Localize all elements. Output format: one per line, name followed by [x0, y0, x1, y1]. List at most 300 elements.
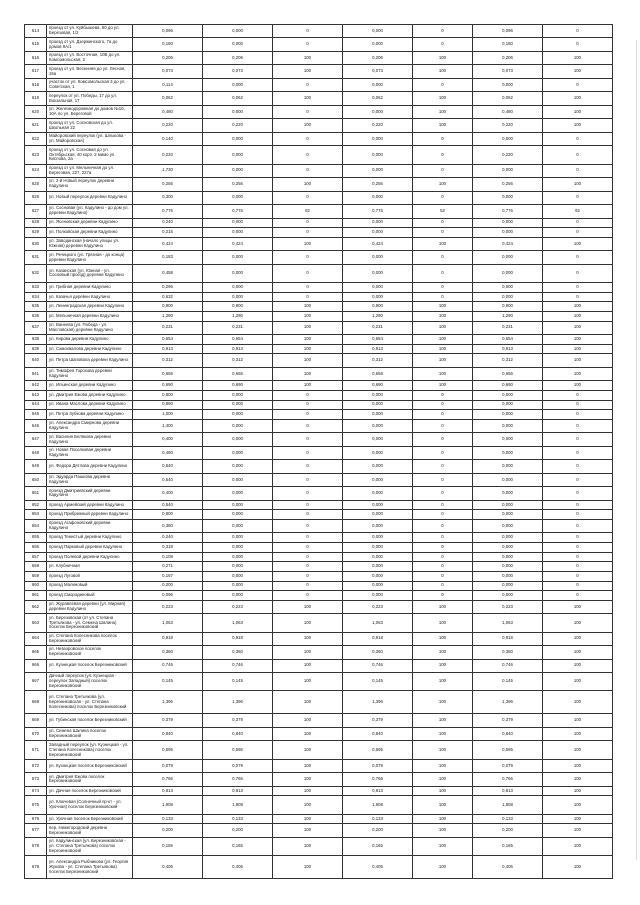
value-cell: 0,840 — [203, 727, 273, 740]
value-cell: 0,424 — [203, 237, 273, 250]
value-cell: 100 — [543, 65, 613, 78]
road-name: ул. Полковская деревни Кадулино — [47, 228, 133, 238]
value-cell: 0,379 — [133, 714, 203, 727]
value-cell: 0 — [413, 400, 473, 410]
value-cell: 0 — [273, 164, 343, 177]
value-cell: 0,256 — [133, 178, 203, 191]
value-cell: 100 — [543, 614, 613, 632]
road-name: ул. Журавлевая деревни (ул. Мирная) деревни Кадулино — [47, 600, 133, 613]
value-cell: 0,540 — [133, 500, 203, 510]
value-cell: 0,360 — [343, 646, 413, 659]
road-name: проезд от ул. Куйбышева, 60 до ул. Березовая, 1/2 — [47, 25, 133, 38]
value-cell: 100 — [543, 344, 613, 354]
row-number: 674 — [25, 786, 47, 796]
value-cell: 0 — [273, 146, 343, 164]
road-name: ул. Невзоровское поселок Березниковский — [47, 646, 133, 659]
value-cell: 0,206 — [473, 51, 543, 64]
roads-table — [24, 24, 613, 879]
table-row — [25, 228, 613, 238]
value-cell: 0,000 — [343, 264, 413, 282]
value-cell: 100 — [543, 51, 613, 64]
value-cell: 0,918 — [473, 632, 543, 645]
value-cell: 0,000 — [203, 581, 273, 591]
value-cell: 92 — [543, 205, 613, 218]
value-cell: 0,000 — [343, 25, 413, 38]
value-cell: 0,000 — [473, 164, 543, 177]
value-cell: 0,690 — [203, 381, 273, 391]
value-cell: 0 — [273, 571, 343, 581]
table-row — [25, 510, 613, 520]
table-row — [25, 78, 613, 91]
value-cell: 0 — [543, 228, 613, 238]
value-cell: 100 — [413, 367, 473, 380]
table-row — [25, 837, 613, 855]
table-row — [25, 600, 613, 613]
value-cell: 100 — [413, 759, 473, 772]
value-cell: 0,000 — [473, 419, 543, 432]
table-row — [25, 614, 613, 632]
road-name: ул. Тимофея Горохова деревни Кадулино — [47, 367, 133, 380]
table-row — [25, 264, 613, 282]
value-cell: 0 — [543, 533, 613, 543]
road-name: ул. Речицкого (ул. Грязная - до конца) деревни Кадулино — [47, 251, 133, 264]
value-cell: 0 — [273, 519, 343, 532]
value-cell: 100 — [413, 691, 473, 714]
value-cell: 0,000 — [203, 264, 273, 282]
value-cell: 0 — [543, 78, 613, 91]
value-cell: 0 — [413, 562, 473, 572]
value-cell: 100 — [543, 354, 613, 367]
value-cell: 1,396 — [203, 691, 273, 714]
table-row — [25, 381, 613, 391]
value-cell: 0 — [413, 433, 473, 446]
value-cell: 0 — [413, 571, 473, 581]
value-cell: 100 — [413, 354, 473, 367]
table-row — [25, 164, 613, 177]
road-name: проезд Прибрежный деревни Кадулино — [47, 510, 133, 520]
value-cell: 0,073 — [133, 65, 203, 78]
row-number: 647 — [25, 433, 47, 446]
row-number: 617 — [25, 65, 47, 78]
row-number: 627 — [25, 205, 47, 218]
value-cell: 0,000 — [343, 419, 413, 432]
value-cell: 0 — [413, 292, 473, 302]
value-cell: 100 — [273, 741, 343, 759]
table-row — [25, 92, 613, 105]
value-cell: 100 — [543, 796, 613, 814]
value-cell: 0 — [413, 581, 473, 591]
road-name: ул. Дмитрия Ежова деревни Кадулино — [47, 390, 133, 400]
value-cell: 0,200 — [203, 824, 273, 837]
value-cell: 100 — [273, 344, 343, 354]
table-row — [25, 132, 613, 145]
value-cell: 0,000 — [473, 251, 543, 264]
value-cell: 0,000 — [343, 390, 413, 400]
row-number: 620 — [25, 105, 47, 118]
value-cell: 0 — [543, 419, 613, 432]
row-number: 664 — [25, 632, 47, 645]
value-cell: 0,766 — [133, 773, 203, 786]
table-row — [25, 237, 613, 250]
value-cell: 0,776 — [343, 205, 413, 218]
value-cell: 0,000 — [203, 390, 273, 400]
value-cell: 100 — [543, 759, 613, 772]
value-cell: 0,000 — [203, 571, 273, 581]
row-number: 622 — [25, 132, 47, 145]
value-cell: 0 — [413, 519, 473, 532]
value-cell: 0 — [543, 591, 613, 601]
value-cell: 0,800 — [133, 390, 203, 400]
value-cell: 0 — [543, 292, 613, 302]
value-cell: 0 — [273, 487, 343, 500]
value-cell: 100 — [273, 796, 343, 814]
value-cell: 0,114 — [133, 78, 203, 91]
value-cell: 0,223 — [473, 600, 543, 613]
row-number: 660 — [25, 581, 47, 591]
value-cell: 100 — [413, 796, 473, 814]
value-cell: 100 — [543, 321, 613, 334]
value-cell: 1,730 — [133, 164, 203, 177]
value-cell: 0,133 — [473, 814, 543, 824]
value-cell: 0 — [413, 543, 473, 553]
value-cell: 0,540 — [133, 473, 203, 486]
row-number: 667 — [25, 673, 47, 691]
table-row — [25, 25, 613, 38]
value-cell: 100 — [273, 659, 343, 672]
value-cell: 100 — [413, 837, 473, 855]
value-cell: 0 — [543, 38, 613, 51]
value-cell: 100 — [273, 727, 343, 740]
row-number: 633 — [25, 283, 47, 293]
row-number: 625 — [25, 178, 47, 191]
value-cell: 0,813 — [133, 786, 203, 796]
value-cell: 0,800 — [133, 510, 203, 520]
value-cell: 0 — [413, 591, 473, 601]
row-number: 650 — [25, 473, 47, 486]
value-cell: 0,000 — [343, 446, 413, 459]
value-cell: 0 — [273, 390, 343, 400]
value-cell: 0,000 — [343, 146, 413, 164]
road-name: проезд от ул. Восточная, 10В до ул. Комсомольская, 2 — [47, 51, 133, 64]
road-name: ул. Степана Третьякова (ул. Березниковская - ул. Степана Колесникова) поселок Березниковский — [47, 691, 133, 714]
value-cell: 0,000 — [473, 543, 543, 553]
road-name: ул. Клубничная — [47, 562, 133, 572]
road-name: ул. Железнодорожная до домов №10, 10А по ул. Береговой — [47, 105, 133, 118]
value-cell: 0 — [273, 251, 343, 264]
value-cell: 0,000 — [473, 264, 543, 282]
value-cell: 100 — [543, 691, 613, 714]
value-cell: 0,813 — [343, 786, 413, 796]
value-cell: 0,776 — [473, 205, 543, 218]
road-name: ул. Ленинградская деревни Кадулино — [47, 302, 133, 312]
value-cell: 0 — [413, 228, 473, 238]
row-number: 640 — [25, 354, 47, 367]
table-body — [25, 25, 613, 879]
road-name: проезд от ул. Весенняя до ул. Лесная, 15а — [47, 65, 133, 78]
road-name: ул. Мельничная деревни Кадулино — [47, 311, 133, 321]
value-cell: 0 — [543, 400, 613, 410]
table-row — [25, 354, 613, 367]
value-cell: 100 — [273, 786, 343, 796]
table-row — [25, 500, 613, 510]
value-cell: 0,312 — [473, 354, 543, 367]
value-cell: 0,079 — [203, 759, 273, 772]
value-cell: 0,654 — [133, 335, 203, 345]
row-number: 666 — [25, 659, 47, 672]
row-number: 646 — [25, 419, 47, 432]
value-cell: 100 — [543, 673, 613, 691]
value-cell: 100 — [543, 119, 613, 132]
value-cell: 0 — [273, 283, 343, 293]
row-number: 670 — [25, 727, 47, 740]
value-cell: 1,063 — [343, 614, 413, 632]
table-row — [25, 786, 613, 796]
value-cell: 0,000 — [203, 400, 273, 410]
value-cell: 0 — [273, 533, 343, 543]
value-cell: 0 — [273, 543, 343, 553]
value-cell: 0,000 — [473, 571, 543, 581]
value-cell: 0,000 — [203, 500, 273, 510]
value-cell: 100 — [543, 856, 613, 879]
value-cell: 0,480 — [133, 105, 203, 118]
value-cell: 0,256 — [473, 178, 543, 191]
value-cell: 1,400 — [133, 419, 203, 432]
row-number: 626 — [25, 191, 47, 204]
value-cell: 0 — [273, 460, 343, 473]
value-cell: 0,000 — [203, 552, 273, 562]
value-cell: 0,165 — [203, 837, 273, 855]
road-name: ул. Новый переулок деревни Кадулино — [47, 191, 133, 204]
value-cell: 0 — [413, 191, 473, 204]
value-cell: 0,913 — [343, 344, 413, 354]
value-cell: 0,183 — [133, 251, 203, 264]
road-name: ул. Ключевая (Солнечный пр-кт - ул. Урочная) поселок Березниковский — [47, 796, 133, 814]
row-number: 630 — [25, 237, 47, 250]
row-number: 648 — [25, 446, 47, 459]
value-cell: 0,000 — [343, 132, 413, 145]
table-row — [25, 367, 613, 380]
value-cell: 0,360 — [203, 646, 273, 659]
value-cell: 0 — [413, 218, 473, 228]
value-cell: 0,000 — [473, 400, 543, 410]
value-cell: 0,200 — [133, 581, 203, 591]
value-cell: 0,000 — [473, 552, 543, 562]
value-cell: 100 — [273, 824, 343, 837]
road-name: ул. Ильинская деревни Кадулино — [47, 381, 133, 391]
value-cell: 100 — [273, 367, 343, 380]
row-number: 652 — [25, 500, 47, 510]
value-cell: 0,000 — [203, 105, 273, 118]
value-cell: 100 — [273, 814, 343, 824]
value-cell: 0,632 — [133, 292, 203, 302]
value-cell: 0 — [413, 510, 473, 520]
value-cell: 0,200 — [133, 824, 203, 837]
value-cell: 100 — [273, 837, 343, 855]
road-name: Майоровский переулок (ул. Шлыкова - ул. Майоровская) — [47, 132, 133, 145]
value-cell: 0 — [273, 510, 343, 520]
value-cell: 0,220 — [473, 146, 543, 164]
row-number: 655 — [25, 533, 47, 543]
value-cell: 100 — [543, 92, 613, 105]
row-number: 672 — [25, 759, 47, 772]
value-cell: 0,145 — [343, 673, 413, 691]
value-cell: 0,690 — [473, 381, 543, 391]
value-cell: 0,000 — [473, 487, 543, 500]
value-cell: 100 — [413, 714, 473, 727]
row-number: 665 — [25, 646, 47, 659]
value-cell: 1,290 — [473, 311, 543, 321]
value-cell: 0,062 — [133, 92, 203, 105]
value-cell: 0,379 — [343, 714, 413, 727]
road-name: проезд Полевой деревни Кадулино — [47, 552, 133, 562]
value-cell: 100 — [543, 824, 613, 837]
value-cell: 0 — [413, 390, 473, 400]
value-cell: 0 — [543, 562, 613, 572]
road-name: ул. Березовская (от ул. Степана Третьякова - ул. Семена Шалина) поселок Березниковский — [47, 614, 133, 632]
value-cell: 0,656 — [473, 367, 543, 380]
road-name: ул. Кирова деревни Кадулино — [47, 335, 133, 345]
row-number: 654 — [25, 519, 47, 532]
value-cell: 0 — [273, 500, 343, 510]
value-cell: 0 — [413, 533, 473, 543]
value-cell: 0,096 — [473, 25, 543, 38]
value-cell: 0,380 — [133, 519, 203, 532]
table-row — [25, 433, 613, 446]
value-cell: 0 — [543, 410, 613, 420]
value-cell: 0,073 — [203, 65, 273, 78]
value-cell: 0,206 — [203, 51, 273, 64]
value-cell: 0,000 — [473, 283, 543, 293]
value-cell: 100 — [413, 614, 473, 632]
road-name: ул. Ванеева (ул. Победа - ул. Масловская) деревни Кадулино — [47, 321, 133, 334]
value-cell: 0,840 — [473, 727, 543, 740]
table-row — [25, 856, 613, 879]
value-cell: 0 — [413, 283, 473, 293]
value-cell: 0,000 — [203, 543, 273, 553]
value-cell: 1,908 — [203, 796, 273, 814]
value-cell: 0,000 — [203, 510, 273, 520]
value-cell: 0,073 — [343, 65, 413, 78]
value-cell: 0 — [413, 38, 473, 51]
road-name: ул. Эдуарда Пашкова деревни Кадулино — [47, 473, 133, 486]
row-number: 675 — [25, 796, 47, 814]
table-row — [25, 390, 613, 400]
value-cell: 0 — [543, 433, 613, 446]
value-cell: 0,215 — [133, 228, 203, 238]
value-cell: 1,396 — [133, 691, 203, 714]
value-cell: 0,654 — [203, 335, 273, 345]
row-number: 639 — [25, 344, 47, 354]
value-cell: 0 — [273, 105, 343, 118]
value-cell: 0 — [543, 251, 613, 264]
value-cell: 0 — [273, 132, 343, 145]
value-cell: 0,480 — [473, 105, 543, 118]
road-name: проезд Луговой — [47, 571, 133, 581]
road-name: ул. Петра Зубкова деревни Кадулино — [47, 410, 133, 420]
row-number: 663 — [25, 614, 47, 632]
value-cell: 100 — [413, 65, 473, 78]
value-cell: 1,908 — [473, 796, 543, 814]
value-cell: 0 — [273, 562, 343, 572]
value-cell: 0 — [273, 591, 343, 601]
value-cell: 100 — [543, 773, 613, 786]
value-cell: 0,000 — [343, 543, 413, 553]
value-cell: 100 — [543, 302, 613, 312]
value-cell: 0 — [273, 191, 343, 204]
value-cell: 0,766 — [343, 773, 413, 786]
value-cell: 0,400 — [133, 487, 203, 500]
value-cell: 0,000 — [343, 38, 413, 51]
value-cell: 100 — [273, 691, 343, 714]
value-cell: 100 — [413, 727, 473, 740]
table-row — [25, 824, 613, 837]
value-cell: 100 — [413, 856, 473, 879]
row-number: 643 — [25, 390, 47, 400]
value-cell: 0,165 — [473, 837, 543, 855]
table-row — [25, 38, 613, 51]
road-name: ул. Александра Рыбникова (ул. Георгия Жукова - ул. Степана Третьякова) поселок Березниковский — [47, 856, 133, 879]
road-name: пер. Нижегородский деревни Березниковский — [47, 824, 133, 837]
table-row — [25, 759, 613, 772]
value-cell: 0,360 — [473, 646, 543, 659]
table-row — [25, 519, 613, 532]
value-cell: 0,400 — [133, 433, 203, 446]
value-cell: 0,000 — [203, 473, 273, 486]
value-cell: 100 — [273, 614, 343, 632]
value-cell: 100 — [273, 354, 343, 367]
value-cell: 0,890 — [133, 400, 203, 410]
value-cell: 0,240 — [133, 218, 203, 228]
row-number: 679 — [25, 856, 47, 879]
value-cell: 100 — [413, 381, 473, 391]
value-cell: 0,406 — [343, 856, 413, 879]
value-cell: 100 — [273, 714, 343, 727]
value-cell: 100 — [273, 673, 343, 691]
value-cell: 0,840 — [343, 727, 413, 740]
value-cell: 0,000 — [343, 591, 413, 601]
value-cell: 0 — [543, 487, 613, 500]
value-cell: 0,220 — [133, 119, 203, 132]
value-cell: 0,000 — [343, 292, 413, 302]
table-row — [25, 65, 613, 78]
table-row — [25, 410, 613, 420]
value-cell: 0,000 — [203, 283, 273, 293]
value-cell: 100 — [273, 311, 343, 321]
road-name: ул. Новая Поселковая деревни Кадулино — [47, 446, 133, 459]
value-cell: 0,000 — [343, 473, 413, 486]
value-cell: 100 — [543, 837, 613, 855]
value-cell: 100 — [413, 646, 473, 659]
value-cell: 0,231 — [343, 321, 413, 334]
value-cell: 0,223 — [133, 600, 203, 613]
value-cell: 100 — [543, 727, 613, 740]
table-row — [25, 533, 613, 543]
table-row — [25, 105, 613, 118]
table-row — [25, 714, 613, 727]
value-cell: 100 — [273, 302, 343, 312]
row-number: 628 — [25, 218, 47, 228]
value-cell: 0,000 — [343, 500, 413, 510]
value-cell: 0,000 — [343, 562, 413, 572]
value-cell: 0,300 — [133, 191, 203, 204]
value-cell: 0 — [273, 78, 343, 91]
road-name: переулок от ул. Победы, 17 до ул. Вокзальная, 17 — [47, 92, 133, 105]
value-cell: 0 — [273, 218, 343, 228]
table-row — [25, 691, 613, 714]
value-cell: 0,000 — [203, 78, 273, 91]
value-cell: 0,000 — [203, 487, 273, 500]
value-cell: 0,746 — [343, 659, 413, 672]
